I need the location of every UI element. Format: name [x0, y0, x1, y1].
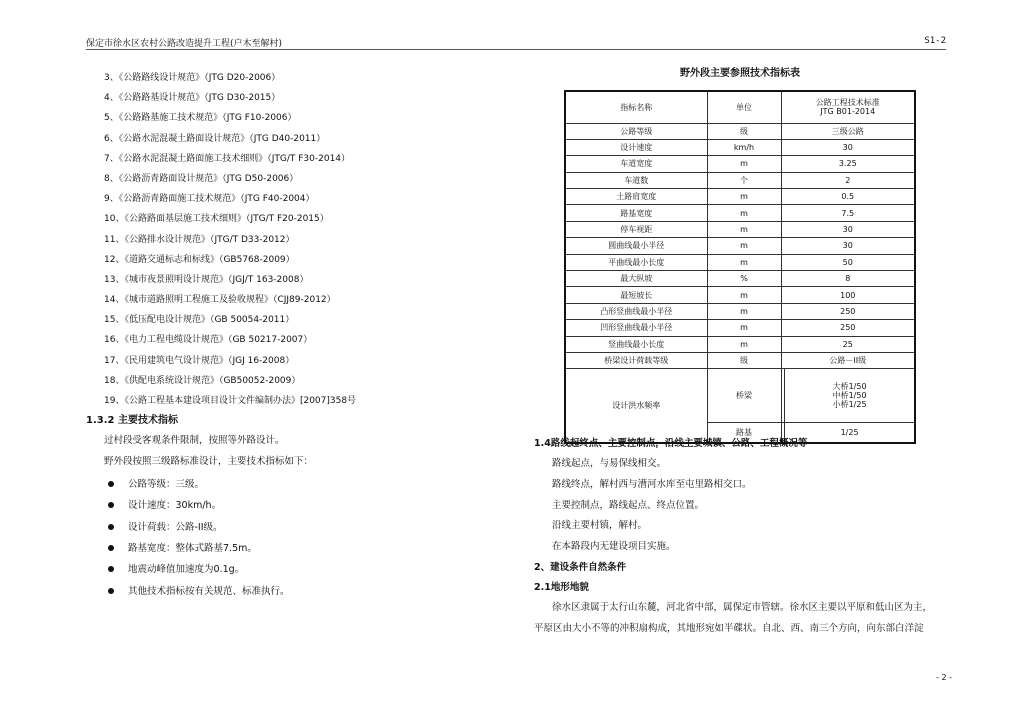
list-item: 5、《公路路基施工技术规范》（JTG F10-2006）	[104, 113, 297, 124]
cell-road: 路基	[707, 423, 781, 443]
bullet-text: 路基宽度：整体式路基7.5m。	[128, 543, 257, 555]
bullet-icon	[108, 566, 114, 572]
cell-name: 圆曲线最小半径	[565, 238, 707, 254]
paragraph: 路线终点，解村西与漕河水库至屯里路相交口。	[552, 478, 752, 490]
cell-name: 竖曲线最小长度	[565, 336, 707, 352]
cell-name: 车道宽度	[565, 156, 707, 172]
table-row	[565, 369, 915, 423]
cell-value: 8	[781, 271, 915, 287]
cell-value: 100	[781, 287, 915, 303]
table-row	[565, 352, 915, 368]
table-row	[565, 156, 915, 172]
header-cell-standard	[781, 91, 915, 123]
cell-unit: m	[707, 221, 781, 237]
list-item	[108, 581, 526, 602]
cell-value: 250	[781, 320, 915, 336]
cell-unit: m	[707, 205, 781, 221]
cell-unit: m	[707, 320, 781, 336]
list-item: 11、《公路排水设计规范》（JTG/T D33-2012）	[104, 234, 295, 245]
cell-name: 桥梁设计荷载等级	[565, 352, 707, 368]
cell-name: 最大纵坡	[565, 271, 707, 287]
list-item: 6、《公路水泥混凝土路面设计规范》（JTG D40-2011）	[104, 133, 326, 144]
list-item	[108, 538, 526, 559]
table-row	[565, 254, 915, 270]
table-row	[565, 205, 915, 221]
standard-name: 公路工程技术标准	[815, 98, 880, 108]
left-column	[86, 68, 526, 602]
cell-value: 0.5	[781, 189, 915, 205]
cell-value: 2	[781, 172, 915, 188]
cell-value: 三级公路	[781, 123, 915, 139]
bullet-text: 设计荷载：公路-II级。	[128, 521, 223, 533]
cell-unit: m	[707, 336, 781, 352]
list-item: 18、《供配电系统设计规范》（GB50052-2009）	[104, 375, 301, 386]
bullet-icon	[108, 588, 114, 594]
cell-name: 公路等级	[565, 123, 707, 139]
table-header-row	[565, 91, 915, 123]
list-item: 19、《公路工程基本建设项目设计文件编制办法》[2007]358号	[104, 396, 357, 406]
header-cell-name: 指标名称	[565, 91, 707, 123]
list-item	[108, 495, 526, 516]
cell-unit: m	[707, 287, 781, 303]
cell-name: 车道数	[565, 172, 707, 188]
bullet-text: 公路等级：三级。	[128, 479, 205, 491]
list-item	[108, 517, 526, 538]
cell-unit: %	[707, 271, 781, 287]
table-row	[565, 336, 915, 352]
list-item: 3、《公路路线设计规范》（JTG D20-2006）	[104, 73, 281, 83]
paragraph: 过村段受客观条件限制，按照等外路设计。	[104, 435, 285, 447]
cell-unit: km/h	[707, 139, 781, 155]
list-item	[108, 559, 526, 580]
cell-value: 7.5	[781, 205, 915, 221]
standard-code: JTG B01-2014	[820, 107, 876, 117]
cell-unit: m	[707, 254, 781, 270]
spec-table	[564, 90, 916, 444]
bullet-icon	[108, 545, 114, 551]
cell-name: 平曲线最小长度	[565, 254, 707, 270]
cell-bridge-values	[785, 369, 915, 423]
cell-unit: m	[707, 156, 781, 172]
table-title: 野外段主要参照技术指标表	[680, 68, 800, 79]
bridge-value: 小桥1/25	[832, 400, 867, 410]
section-heading: 2、建设条件自然条件	[534, 561, 627, 573]
cell-bridge: 桥梁	[707, 369, 781, 423]
cell-value: 25	[781, 336, 915, 352]
cell-name: 设计速度	[565, 139, 707, 155]
cell-name: 最短坡长	[565, 287, 707, 303]
list-item: 15、《低压配电设计规范》（GB 50054-2011）	[104, 315, 295, 326]
reference-list	[104, 68, 526, 411]
paragraph: 徐水区隶属于太行山东麓，河北省中部，属保定市管辖。徐水区主要以平原和低山区为主，	[552, 601, 933, 613]
cell-unit: m	[707, 303, 781, 319]
list-item: 4、《公路路基设计规范》（JTG D30-2015）	[104, 93, 281, 104]
list-item: 16、《电力工程电缆设计规范》（GB 50217-2007）	[104, 335, 313, 346]
list-item: 17、《民用建筑电气设计规范》（JGJ 16-2008）	[104, 355, 295, 366]
right-text	[534, 434, 954, 640]
list-item: 14、《城市道路照明工程施工及验收规程》（CJJ89-2012）	[104, 295, 336, 306]
paragraph: 野外段按照三级路标准设计，主要技术指标如下：	[104, 455, 314, 467]
list-item: 7、《公路水泥混凝土路面施工技术细则》（JTG/T F30-2014）	[104, 153, 351, 164]
section-heading: 1.4路线起终点、主要控制点，沿线主要城镇、公路、工程概况等	[534, 438, 808, 449]
bullet-list	[108, 474, 526, 602]
paragraph: 主要控制点，路线起点、终点位置。	[552, 499, 705, 511]
table-row	[565, 303, 915, 319]
cell-unit: 级	[707, 123, 781, 139]
cell-value: 250	[781, 303, 915, 319]
cell-flood-label: 设计洪水频率	[565, 369, 707, 443]
paragraph: 沿线主要村镇，解村。	[552, 520, 648, 532]
cell-name: 土路肩宽度	[565, 189, 707, 205]
bullet-text: 设计速度：30km/h。	[128, 500, 222, 512]
header-cell-unit: 单位	[707, 91, 781, 123]
cell-value: 3.25	[781, 156, 915, 172]
cell-unit: 个	[707, 172, 781, 188]
cell-unit: m	[707, 189, 781, 205]
page-number: - 2 -	[936, 673, 952, 682]
table-row	[565, 238, 915, 254]
list-item: 12、《道路交通标志和标线》（GB5768-2009）	[104, 254, 295, 265]
table-row	[565, 172, 915, 188]
table-row	[565, 271, 915, 287]
table-row	[565, 287, 915, 303]
table-row	[565, 123, 915, 139]
paragraph: 在本路段内无建设项目实施。	[552, 541, 676, 553]
bullet-text: 地震动峰值加速度为0.1g。	[128, 564, 245, 576]
table-row	[565, 320, 915, 336]
drawing-code: S1-2	[924, 36, 946, 46]
cell-value: 30	[781, 221, 915, 237]
right-column	[534, 64, 946, 634]
page-header	[86, 36, 946, 50]
bullet-text: 其他技术指标按有关规范、标准执行。	[128, 585, 290, 597]
bridge-value: 中桥1/50	[832, 391, 867, 401]
list-item: 13、《城市夜景照明设计规范》（JGJ/T 163-2008）	[104, 274, 309, 285]
table-row	[565, 139, 915, 155]
section-heading: 1.3.2 主要技术指标	[86, 415, 178, 427]
list-item: 10、《公路路面基层施工技术细则》（JTG/T F20-2015）	[104, 214, 329, 225]
cell-unit: 级	[707, 352, 781, 368]
paragraph: 路线起点，与易保线相交。	[552, 458, 667, 469]
bullet-icon	[108, 524, 114, 530]
cell-name: 凹形竖曲线最小半径	[565, 320, 707, 336]
bridge-value: 大桥1/50	[832, 382, 867, 392]
list-item	[108, 474, 526, 495]
cell-name: 凸形竖曲线最小半径	[565, 303, 707, 319]
cell-name: 路基宽度	[565, 205, 707, 221]
cell-value: 30	[781, 238, 915, 254]
cell-unit: m	[707, 238, 781, 254]
bullet-icon	[108, 502, 114, 508]
paragraph: 平原区由大小不等的冲积扇构成，其地形宛如半碟状。自北、西、南三个方向，向东部白洋淀	[534, 622, 924, 634]
cell-value: 50	[781, 254, 915, 270]
table-row	[565, 221, 915, 237]
bullet-icon	[108, 481, 114, 487]
cell-value: 30	[781, 139, 915, 155]
cell-name: 停车视距	[565, 221, 707, 237]
cell-value: 公路－II级	[781, 352, 915, 368]
cell-road-value: 1/25	[785, 423, 915, 443]
table-row	[565, 189, 915, 205]
list-item: 9、《公路沥青路面施工技术规范》（JTG F40-2004）	[104, 194, 315, 205]
section-heading: 2.1地形地貌	[534, 581, 589, 593]
list-item: 8、《公路沥青路面设计规范》（JTG D50-2006）	[104, 173, 299, 184]
document-title: 保定市徐水区农村公路改造提升工程(户木至解村)	[86, 39, 283, 49]
